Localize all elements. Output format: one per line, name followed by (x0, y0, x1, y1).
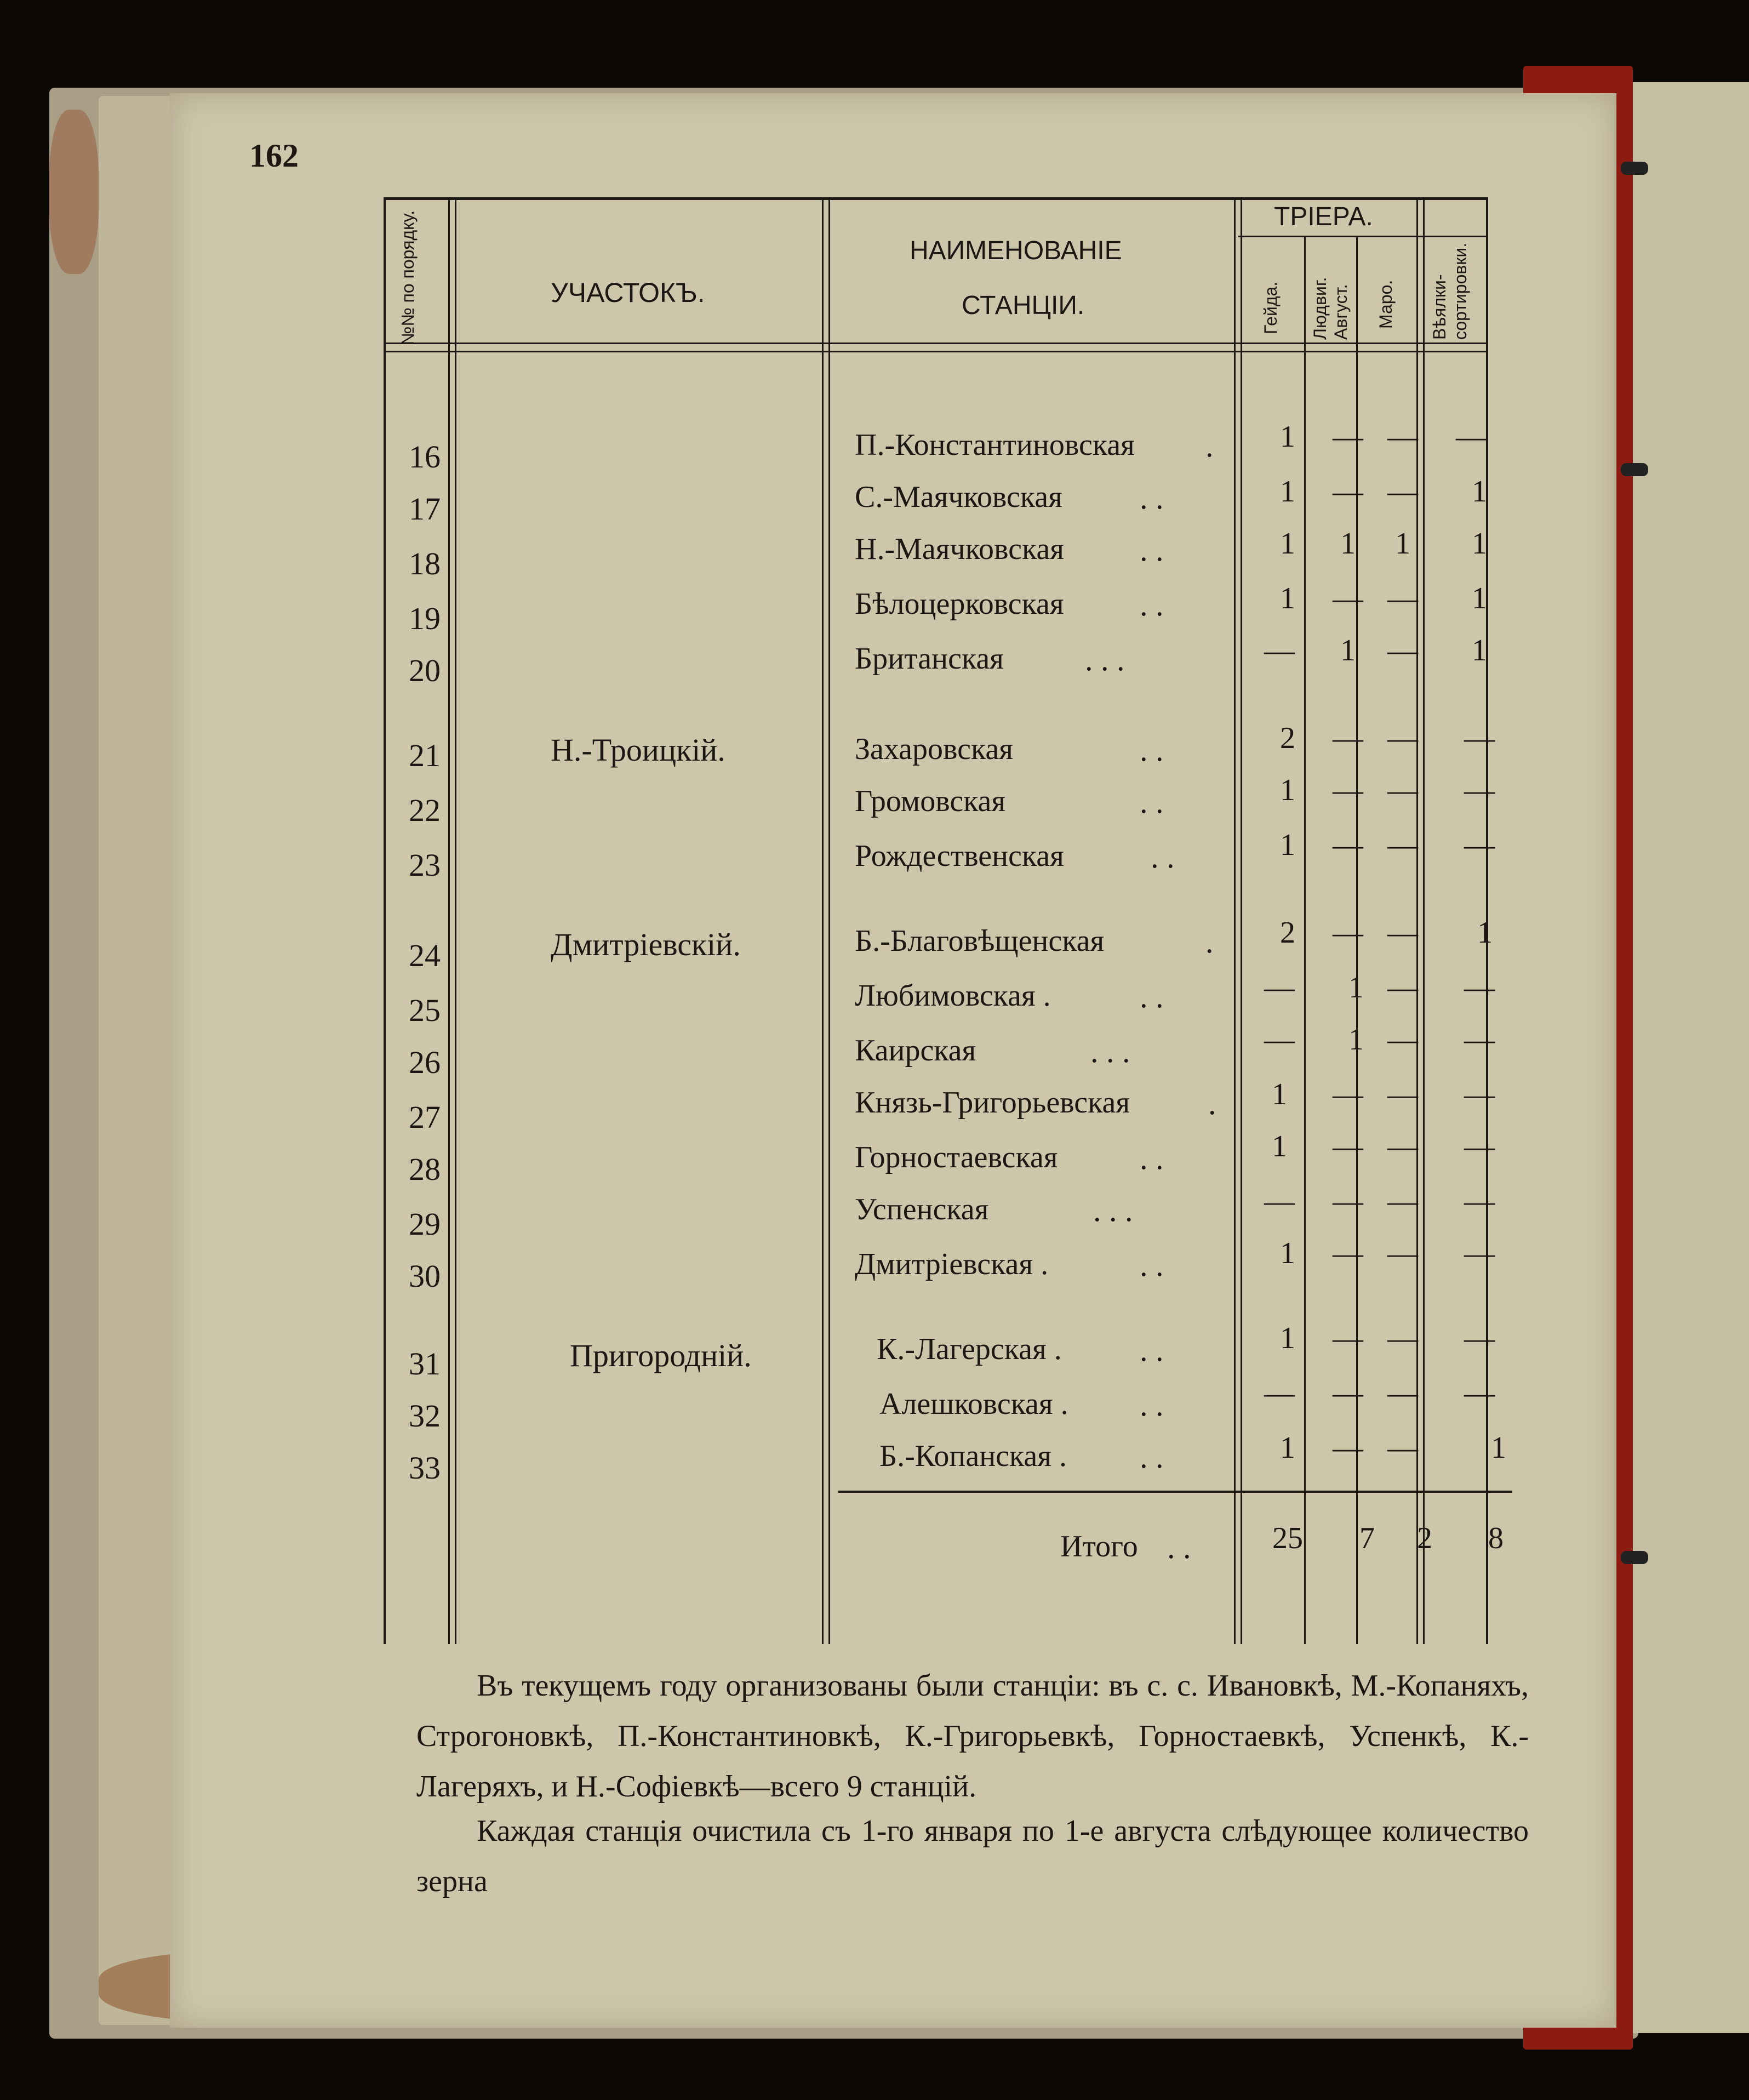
cell-veyalki: 1 (1472, 527, 1487, 561)
cell-maro: — (1387, 1129, 1418, 1163)
cell-ludvig: — (1333, 1321, 1363, 1355)
cell-veyalki: — (1456, 420, 1487, 454)
cell-maro: — (1387, 475, 1418, 509)
district-name: Дмитріевскій. (551, 927, 741, 962)
row-number: 24 (409, 938, 441, 973)
cell-maro: — (1387, 1023, 1418, 1057)
col-rule (384, 197, 386, 1644)
cell-veyalki: 1 (1477, 916, 1493, 950)
cell-ludvig: 1 (1348, 1023, 1364, 1057)
cell-ludvig: — (1333, 1236, 1363, 1270)
row-number: 28 (409, 1151, 441, 1187)
row-number: 25 (409, 992, 441, 1028)
cell-veyalki: — (1464, 1184, 1495, 1218)
cell-ludvig: — (1333, 1184, 1363, 1218)
cell-maro: — (1387, 1431, 1418, 1465)
district-name: Пригороднiй. (570, 1338, 752, 1373)
cell-veyalki: — (1464, 1321, 1495, 1355)
cell-maro: — (1387, 916, 1418, 950)
cell-geida: 1 (1280, 1321, 1295, 1355)
cell-geida: 1 (1280, 420, 1295, 454)
cell-geida: — (1264, 1023, 1295, 1057)
cell-maro: — (1387, 634, 1418, 667)
table-top-rule (384, 197, 1488, 200)
leader-dots: . (1208, 1086, 1216, 1121)
leader-dots: . . (1140, 1387, 1164, 1423)
leader-dots: . (1205, 924, 1214, 960)
cell-ludvig: — (1333, 916, 1363, 950)
cell-geida: 1 (1280, 581, 1295, 615)
page-number: 162 (249, 138, 299, 174)
row-number: 30 (409, 1258, 441, 1294)
col-rule (822, 197, 824, 1644)
cell-ludvig: — (1333, 1376, 1363, 1410)
cell-veyalki: 1 (1472, 634, 1487, 667)
leader-dots: . . (1140, 532, 1164, 568)
row-number: 17 (409, 491, 441, 527)
header-geida: Гейда. (1261, 281, 1281, 334)
station-name: Бѣлоцерковская (855, 587, 1064, 621)
cell-ludvig: — (1333, 1431, 1363, 1465)
station-name: Любимовская . (855, 979, 1051, 1013)
cell-maro: — (1387, 721, 1418, 755)
district-name: Н.-Троицкій. (551, 732, 725, 768)
cell-maro: — (1387, 971, 1418, 1005)
cell-ludvig: 1 (1340, 527, 1356, 561)
paragraph-grain-cleaned: Каждая станція очистила съ 1-го января по 1-е августа слѣдующее количество зерна (416, 1814, 1529, 1898)
station-name: Британская (855, 642, 1004, 676)
cell-maro: — (1387, 1236, 1418, 1270)
station-name: К.-Лагерская . (877, 1332, 1062, 1366)
header-rule (384, 343, 1488, 344)
header-maro: Маро. (1376, 279, 1396, 329)
leader-dots: . . (1140, 784, 1164, 820)
leader-dots: . . (1140, 1439, 1164, 1475)
leader-dots: . . (1151, 839, 1175, 875)
col-rule (1234, 197, 1236, 1644)
cell-veyalki: 1 (1472, 475, 1487, 509)
cell-ludvig: — (1333, 1077, 1363, 1111)
row-number: 31 (409, 1346, 441, 1382)
station-name: Н.-Маячковская (855, 532, 1064, 566)
station-name: Каирская (855, 1034, 976, 1068)
leader-dots: . . . (1090, 1034, 1130, 1069)
station-name: Захаровская (855, 732, 1013, 766)
cell-maro: — (1387, 1376, 1418, 1410)
cell-geida: 2 (1280, 916, 1295, 950)
header-district: УЧАСТОКЪ. (551, 277, 705, 308)
col-rule (1241, 197, 1242, 1644)
cell-geida: 1 (1280, 1236, 1295, 1270)
header-ludvig: Людвиг. Август. (1310, 277, 1351, 340)
cell-geida: 1 (1280, 773, 1295, 807)
cell-veyalki: — (1464, 1077, 1495, 1111)
leader-dots: . . (1140, 587, 1164, 623)
row-number: 18 (409, 546, 441, 581)
leader-dots: . . . (1093, 1192, 1133, 1228)
station-name: С.-Маячковская (855, 480, 1062, 514)
cell-geida: — (1264, 634, 1295, 667)
station-name: Горностаевская (855, 1140, 1058, 1174)
station-name: Алешковская . (879, 1387, 1068, 1421)
total-label: Итого (1060, 1530, 1138, 1563)
cell-maro: — (1387, 1321, 1418, 1355)
cell-ludvig: — (1333, 773, 1363, 807)
header-veyalki: Вѣялки-сортировки. (1430, 242, 1470, 340)
row-number: 32 (409, 1398, 441, 1434)
cell-geida: 2 (1280, 721, 1295, 755)
station-name: Б.-Копанская . (879, 1439, 1067, 1473)
header-rule (384, 351, 1488, 352)
cell-geida: — (1264, 1376, 1295, 1410)
leader-dots: . . . (1085, 642, 1125, 677)
cell-veyalki: 1 (1491, 1431, 1506, 1465)
cell-veyalki: 1 (1472, 581, 1487, 615)
leader-dots: . . (1140, 1332, 1164, 1368)
row-number: 29 (409, 1206, 441, 1242)
cell-veyalki: — (1464, 1236, 1495, 1270)
station-name: Рождественская (855, 839, 1064, 873)
cell-ludvig: 1 (1348, 971, 1364, 1005)
row-number: 21 (409, 738, 441, 773)
col-rule (828, 197, 830, 1644)
total-ludvig: 7 (1359, 1521, 1375, 1555)
station-name: Успенская (855, 1192, 989, 1226)
cell-veyalki: — (1464, 971, 1495, 1005)
col-rule (1423, 197, 1425, 1644)
cell-veyalki: — (1464, 828, 1495, 862)
cell-geida: 1 (1280, 527, 1295, 561)
total-maro: 2 (1417, 1521, 1432, 1555)
cell-geida: 1 (1280, 828, 1295, 862)
cell-geida: 1 (1280, 1431, 1295, 1465)
leader-dots: . . (1140, 732, 1164, 768)
leader-dots: . . (1140, 480, 1164, 516)
header-num: №№ по порядку. (398, 210, 418, 345)
station-name: П.-Константиновская (855, 428, 1135, 462)
row-number: 16 (409, 439, 441, 475)
leader-dots: . . (1140, 1247, 1164, 1283)
cell-ludvig: — (1333, 475, 1363, 509)
station-name: Б.-Благовѣщенская (855, 924, 1105, 958)
cell-ludvig: — (1333, 420, 1363, 454)
cell-geida: 1 (1272, 1129, 1287, 1163)
cell-ludvig: 1 (1340, 634, 1356, 667)
total-geida: 25 (1272, 1521, 1303, 1555)
cell-veyalki: — (1464, 721, 1495, 755)
leader-dots: . . (1167, 1530, 1191, 1565)
leader-dots: . (1205, 428, 1214, 464)
cell-ludvig: — (1333, 721, 1363, 755)
cell-geida: 1 (1280, 475, 1295, 509)
cell-ludvig: — (1333, 581, 1363, 615)
cell-maro: — (1387, 581, 1418, 615)
cell-maro: — (1387, 773, 1418, 807)
row-number: 19 (409, 601, 441, 636)
cell-maro: — (1387, 420, 1418, 454)
cell-geida: 1 (1272, 1077, 1287, 1111)
cell-geida: — (1264, 1184, 1295, 1218)
header-triera: ТРІЕРА. (1274, 202, 1373, 231)
cell-maro: — (1387, 1184, 1418, 1218)
row-number: 20 (409, 653, 441, 688)
row-number: 33 (409, 1450, 441, 1486)
header-station-2: СТАНЦІИ. (962, 291, 1085, 320)
cell-ludvig: — (1333, 828, 1363, 862)
station-name: Громовская (855, 784, 1006, 818)
cell-veyalki: — (1464, 1129, 1495, 1163)
cell-maro: — (1387, 828, 1418, 862)
row-number: 22 (409, 792, 441, 828)
leader-dots: . . (1140, 979, 1164, 1014)
cell-maro: — (1387, 1077, 1418, 1111)
cell-maro: 1 (1395, 527, 1410, 561)
station-name: Дмитріевская . (855, 1247, 1049, 1281)
station-name: Князь-Григорьевская (855, 1086, 1130, 1120)
cell-ludvig: — (1333, 1129, 1363, 1163)
col-rule (455, 197, 456, 1644)
paragraph-stations-organized: Въ текущемъ году организованы были станціи: въ с. с. Ивановкѣ, М.-Копаняхъ, Строгоновкѣ, П.-Константиновкѣ, К.-Григорьевкѣ, Горностаевкѣ, Успенкѣ, К.- Лагеряхъ, и Н.-Софіевкѣ—всего 9 станцій. (416, 1669, 1529, 1804)
cell-veyalki: — (1464, 1376, 1495, 1410)
row-number: 27 (409, 1099, 441, 1135)
cell-veyalki: — (1464, 1023, 1495, 1057)
row-number: 26 (409, 1045, 441, 1080)
leader-dots: . . (1140, 1140, 1164, 1176)
total-veyalki: 8 (1488, 1521, 1504, 1555)
total-rule (838, 1491, 1512, 1493)
row-number: 23 (409, 847, 441, 883)
header-station-1: НАИМЕНОВАНІЕ (910, 236, 1122, 265)
cell-veyalki: — (1464, 773, 1495, 807)
cell-geida: — (1264, 971, 1295, 1005)
